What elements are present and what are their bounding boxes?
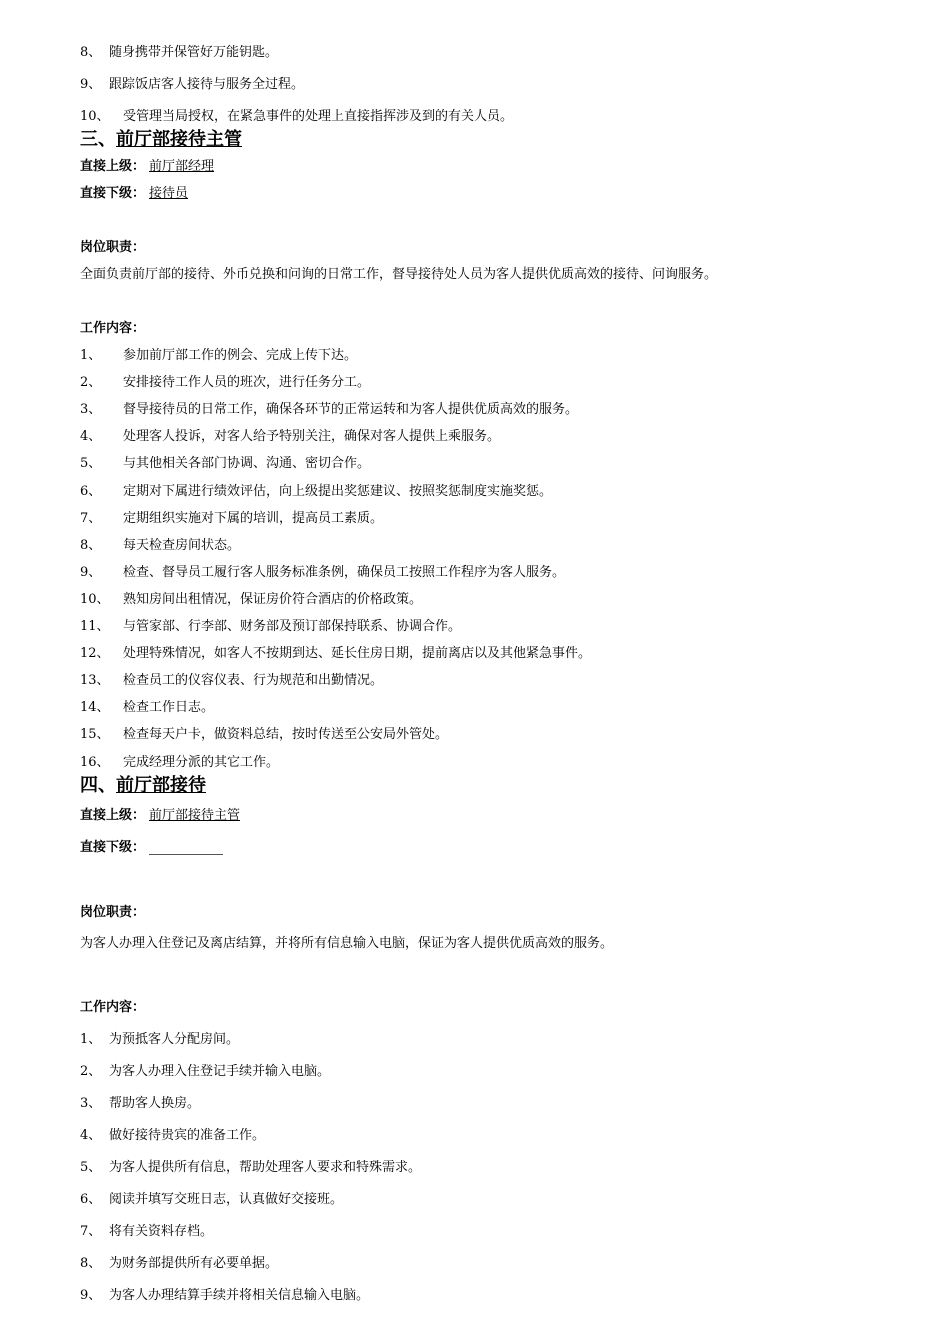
list-item: [80, 77, 304, 93]
list-number: 3、: [80, 1096, 102, 1111]
list-text: 定期对下属进行绩效评估，向上级提出奖惩建议、按照奖惩制度实施奖惩。: [123, 483, 553, 499]
list-item: [80, 755, 279, 771]
content-label: [80, 1000, 145, 1016]
list-number: 7、: [80, 1224, 102, 1239]
list-number: 2、: [80, 375, 102, 391]
list-text: 受管理当局授权，在紧急事件的处理上直接指挥涉及到的有关人员。: [123, 109, 514, 124]
list-item: [80, 1128, 265, 1144]
duty-text: [80, 936, 613, 952]
subordinate-label: 直接下级：: [80, 186, 146, 201]
content-label: [80, 321, 145, 337]
list-number: 11、: [80, 619, 110, 634]
list-item: [80, 1224, 213, 1240]
list-text: 为财务部提供所有必要单据。: [109, 1256, 279, 1271]
list-number: 8、: [80, 45, 102, 60]
list-text: 每天检查房间状态。: [123, 537, 241, 553]
section-title: 前厅部接待: [116, 775, 206, 796]
list-number: 9、: [80, 564, 102, 580]
subordinate-value: 接待员: [149, 186, 189, 201]
list-text: 阅读并填写交班日志，认真做好交接班。: [109, 1192, 344, 1207]
list-item: [80, 592, 422, 608]
list-number: 1、: [80, 348, 102, 363]
superior-label: 直接上级：: [80, 159, 146, 174]
list-number: 1、: [80, 1032, 102, 1047]
list-item: [80, 375, 370, 391]
list-number: 6、: [80, 1192, 102, 1207]
list-number: 6、: [80, 483, 102, 499]
list-item: [80, 109, 513, 125]
superior-row: [80, 808, 244, 824]
list-item: [80, 727, 448, 743]
list-number: 14、: [80, 700, 110, 716]
list-item: [80, 1288, 369, 1304]
list-number: 4、: [80, 1128, 102, 1143]
list-text: 与其他相关各部门协调、沟通、密切合作。: [123, 456, 371, 472]
duty-label-text: 岗位职责：: [80, 905, 146, 920]
list-text: 处理特殊情况，如客人不按期到达、延长住房日期，提前离店以及其他紧急事件。: [123, 646, 592, 662]
list-item: [80, 1096, 200, 1112]
list-item: [80, 619, 461, 635]
list-text: 完成经理分派的其它工作。: [123, 754, 280, 770]
superior-label: 直接上级：: [80, 808, 146, 823]
content-label-text: 工作内容：: [80, 321, 146, 336]
list-text: 帮助客人换房。: [109, 1096, 201, 1111]
list-text: 检查、督导员工履行客人服务标准条例，确保员工按照工作程序为客人服务。: [123, 564, 566, 580]
list-text: 随身携带并保管好万能钥匙。: [109, 45, 279, 60]
list-item: [80, 565, 565, 581]
list-item: [80, 348, 357, 364]
list-number: 4、: [80, 429, 102, 445]
list-text: 为客人提供所有信息，帮助处理客人要求和特殊需求。: [109, 1160, 422, 1175]
list-number: 3、: [80, 402, 102, 418]
subordinate-label: 直接下级：: [80, 840, 146, 855]
list-text: 定期组织实施对下属的培训，提高员工素质。: [123, 510, 384, 526]
list-text: 熟知房间出租情况，保证房价符合酒店的价格政策。: [123, 591, 423, 607]
superior-value: 前厅部经理: [149, 159, 215, 174]
list-item: [80, 1064, 330, 1080]
list-number: 10、: [80, 591, 110, 607]
subordinate-row: [80, 840, 223, 856]
list-number: 9、: [80, 77, 102, 92]
list-text: 将有关资料存档。: [109, 1224, 214, 1239]
list-number: 2、: [80, 1064, 102, 1079]
list-item: [80, 1192, 343, 1208]
section-prefix: 四、: [80, 775, 116, 796]
duty-label: [80, 905, 145, 921]
list-number: 7、: [80, 510, 102, 526]
list-number: 9、: [80, 1288, 102, 1303]
list-text: 参加前厅部工作的例会、完成上传下达。: [123, 348, 358, 363]
section-heading: [80, 775, 206, 797]
list-text: 督导接待员的日常工作，确保各环节的正常运转和为客人提供优质高效的服务。: [123, 402, 579, 418]
list-text: 检查工作日志。: [123, 700, 215, 716]
list-number: 10、: [80, 109, 110, 124]
list-number: 5、: [80, 1160, 102, 1175]
list-item: [80, 456, 370, 472]
list-text: 做好接待贵宾的准备工作。: [109, 1128, 266, 1143]
content-label-text: 工作内容：: [80, 1000, 146, 1015]
list-item: [80, 429, 500, 445]
list-number: 12、: [80, 646, 110, 662]
duty-label-text: 岗位职责：: [80, 240, 146, 255]
list-item: [80, 1256, 278, 1272]
list-text: 处理客人投诉，对客人给予特别关注，确保对客人提供上乘服务。: [123, 429, 501, 445]
list-number: 13、: [80, 673, 110, 689]
list-number: 16、: [80, 754, 110, 770]
list-number: 8、: [80, 1256, 102, 1271]
list-item: [80, 1032, 239, 1048]
duty-description: 为客人办理入住登记及离店结算，并将所有信息输入电脑，保证为客人提供优质高效的服务。: [80, 936, 614, 951]
list-number: 5、: [80, 456, 102, 472]
duty-text: [80, 267, 717, 283]
list-item: [80, 673, 383, 689]
list-item: [80, 1160, 421, 1176]
subordinate-row: [80, 186, 192, 202]
superior-value: 前厅部接待主管: [149, 808, 241, 823]
list-item: [80, 538, 240, 554]
section-heading: [80, 129, 242, 151]
list-text: 安排接待工作人员的班次，进行任务分工。: [123, 375, 371, 391]
list-item: [80, 646, 591, 662]
duty-label: [80, 240, 145, 256]
list-item: [80, 45, 278, 61]
duty-description: 全面负责前厅部的接待、外币兑换和问询的日常工作，督导接待处人员为客人提供优质高效的接待、问询服务。: [80, 267, 718, 282]
list-text: 检查每天户卡，做资料总结，按时传送至公安局外管处。: [123, 727, 449, 743]
list-item: [80, 700, 214, 716]
list-item: [80, 511, 383, 527]
list-text: 为客人办理结算手续并将相关信息输入电脑。: [109, 1288, 370, 1303]
list-text: 与管家部、行李部、财务部及预订部保持联系、协调合作。: [123, 619, 462, 634]
list-item: [80, 402, 578, 418]
section-prefix: 三、: [80, 129, 116, 150]
list-text: 为预抵客人分配房间。: [109, 1032, 240, 1047]
list-text: 为客人办理入住登记手续并输入电脑。: [109, 1064, 331, 1079]
list-number: 15、: [80, 727, 110, 743]
superior-row: [80, 159, 218, 175]
list-text: 检查员工的仪容仪表、行为规范和出勤情况。: [123, 673, 384, 689]
list-item: [80, 484, 552, 500]
list-number: 8、: [80, 537, 102, 553]
section-title: 前厅部接待主管: [116, 129, 242, 150]
subordinate-blank-line: [149, 840, 223, 855]
list-text: 跟踪饭店客人接待与服务全过程。: [109, 77, 305, 92]
